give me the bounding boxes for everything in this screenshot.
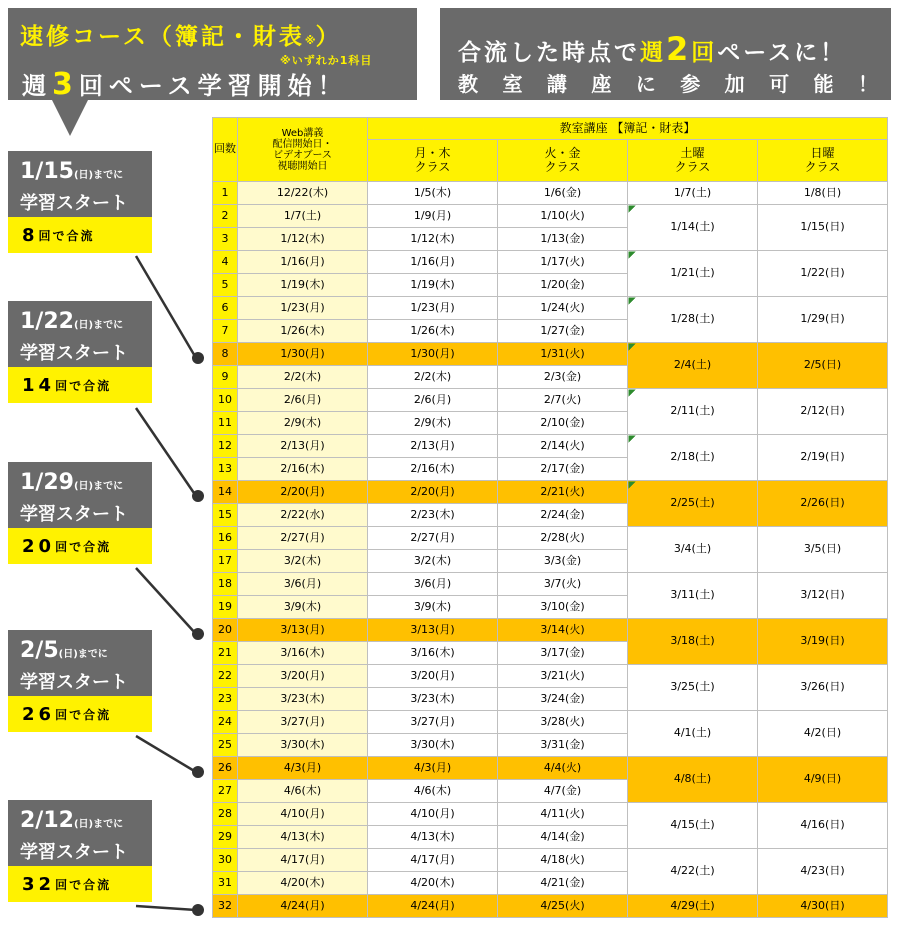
connector-line: [136, 906, 196, 910]
cell-tuefri: 3/28(火): [498, 711, 628, 734]
cell-web-date: 1/23(月): [238, 297, 368, 320]
row-number: 23: [213, 688, 238, 711]
cell-web-date: 3/30(木): [238, 734, 368, 757]
callout-merge: 14 回で合流: [8, 367, 152, 403]
callout-date: 2/12(日)までに: [20, 808, 124, 833]
connector-dot: [192, 352, 204, 364]
cell-montue: 4/3(月): [368, 757, 498, 780]
connector-dot: [192, 766, 204, 778]
cell-tuefri: 1/24(火): [498, 297, 628, 320]
header-sat: 土曜 クラス: [628, 140, 758, 182]
row-number: 13: [213, 458, 238, 481]
cell-tuefri: 3/14(火): [498, 619, 628, 642]
cell-tuefri: 4/14(金): [498, 826, 628, 849]
cell-montue: 1/5(木): [368, 182, 498, 205]
cell-montue: 2/6(月): [368, 389, 498, 412]
table-row: [213, 711, 888, 734]
cell-tuefri: 3/7(火): [498, 573, 628, 596]
cell-montue: 1/9(月): [368, 205, 498, 228]
cell-sun: 4/16(日): [758, 803, 888, 849]
row-number: 31: [213, 872, 238, 895]
cell-sat: 2/25(土): [628, 481, 758, 527]
cell-montue: 2/23(木): [368, 504, 498, 527]
cell-web-date: 1/19(木): [238, 274, 368, 297]
row-number: 18: [213, 573, 238, 596]
row-number: 26: [213, 757, 238, 780]
cell-sun: 1/22(日): [758, 251, 888, 297]
callout-date: 1/29(日)までに: [20, 470, 124, 495]
cell-tuefri: 2/3(金): [498, 366, 628, 389]
callout-header: [8, 301, 152, 367]
cell-tuefri: 1/10(火): [498, 205, 628, 228]
cell-tuefri: 3/10(金): [498, 596, 628, 619]
cell-web-date: 1/16(月): [238, 251, 368, 274]
callout-header: [8, 630, 152, 696]
banner-course-pace: 週3回ペース学習開始！: [22, 67, 348, 102]
cell-montue: 3/30(木): [368, 734, 498, 757]
cell-web-date: 2/13(月): [238, 435, 368, 458]
cell-montue: 1/23(月): [368, 297, 498, 320]
callout-date: 1/15(日)までに: [20, 159, 124, 184]
cell-tuefri: 1/27(金): [498, 320, 628, 343]
table-row: [213, 573, 888, 596]
cell-montue: 2/20(月): [368, 481, 498, 504]
callout-start-1: [8, 151, 152, 253]
cell-tuefri: 1/6(金): [498, 182, 628, 205]
cell-web-date: 4/6(木): [238, 780, 368, 803]
table-row: [213, 251, 888, 274]
cell-tuefri: 2/10(金): [498, 412, 628, 435]
header-montue: 月・木 クラス: [368, 140, 498, 182]
cell-montue: 3/9(木): [368, 596, 498, 619]
cell-sat: 1/14(土): [628, 205, 758, 251]
cell-sat: 3/18(土): [628, 619, 758, 665]
callout-merge: 8 回で合流: [8, 217, 152, 253]
cell-tuefri: 2/14(火): [498, 435, 628, 458]
row-number: 21: [213, 642, 238, 665]
cell-web-date: 3/16(木): [238, 642, 368, 665]
row-number: 14: [213, 481, 238, 504]
cell-tuefri: 3/21(火): [498, 665, 628, 688]
row-number: 4: [213, 251, 238, 274]
cell-web-date: 3/6(月): [238, 573, 368, 596]
cell-web-date: 3/13(月): [238, 619, 368, 642]
banner-merge-char: 可: [769, 72, 790, 96]
cell-montue: 1/16(月): [368, 251, 498, 274]
row-number: 27: [213, 780, 238, 803]
cell-montue: 3/13(月): [368, 619, 498, 642]
row-number: 24: [213, 711, 238, 734]
cell-web-date: 4/17(月): [238, 849, 368, 872]
cell-montue: 4/24(月): [368, 895, 498, 918]
cell-montue: 1/26(木): [368, 320, 498, 343]
row-number: 9: [213, 366, 238, 389]
callout-start-3: [8, 462, 152, 564]
cell-sun: 4/9(日): [758, 757, 888, 803]
cell-sun: 4/23(日): [758, 849, 888, 895]
cell-montue: 3/2(木): [368, 550, 498, 573]
cell-web-date: 2/16(木): [238, 458, 368, 481]
row-number: 5: [213, 274, 238, 297]
row-number: 22: [213, 665, 238, 688]
table-row: [213, 297, 888, 320]
cell-montue: 4/17(月): [368, 849, 498, 872]
cell-montue: 4/13(木): [368, 826, 498, 849]
cell-web-date: 2/9(木): [238, 412, 368, 435]
cell-web-date: 3/20(月): [238, 665, 368, 688]
cell-sat: 4/29(土): [628, 895, 758, 918]
cell-web-date: 3/9(木): [238, 596, 368, 619]
row-number: 2: [213, 205, 238, 228]
banner-merge-title: 合流した時点で週2回ペースに！: [458, 30, 847, 68]
callout-merge: 26 回で合流: [8, 696, 152, 732]
cell-sun: 2/12(日): [758, 389, 888, 435]
cell-montue: 1/30(月): [368, 343, 498, 366]
cell-sat: 2/18(土): [628, 435, 758, 481]
row-number: 15: [213, 504, 238, 527]
cell-tuefri: 1/13(金): [498, 228, 628, 251]
row-number: 6: [213, 297, 238, 320]
table-row: [213, 481, 888, 504]
banner-merge-char: 能: [813, 72, 834, 96]
cell-sun: 1/8(日): [758, 182, 888, 205]
header-sun: 日曜 クラス: [758, 140, 888, 182]
cell-montue: 4/6(木): [368, 780, 498, 803]
callout-start-label: 学習スタート: [20, 193, 128, 214]
cell-sat: 2/11(土): [628, 389, 758, 435]
table-row: [213, 435, 888, 458]
callout-start-5: [8, 800, 152, 902]
cell-sun: 2/26(日): [758, 481, 888, 527]
cell-sat: 2/4(土): [628, 343, 758, 389]
table-row: [213, 665, 888, 688]
cell-montue: 4/20(木): [368, 872, 498, 895]
header-tuefri: 火・金 クラス: [498, 140, 628, 182]
banner-course-subnote: ※いずれか1科目: [280, 54, 373, 67]
cell-sat: 4/15(土): [628, 803, 758, 849]
banner-merge-char: に: [635, 72, 656, 96]
cell-web-date: 4/3(月): [238, 757, 368, 780]
callout-merge: 20 回で合流: [8, 528, 152, 564]
cell-web-date: 1/30(月): [238, 343, 368, 366]
row-number: 30: [213, 849, 238, 872]
cell-tuefri: 2/24(金): [498, 504, 628, 527]
row-number: 7: [213, 320, 238, 343]
table-row: [213, 343, 888, 366]
cell-sun: 1/29(日): [758, 297, 888, 343]
cell-sun: 3/26(日): [758, 665, 888, 711]
header-classroom: 教室講座 【簿記・財表】: [368, 118, 888, 140]
cell-tuefri: 4/25(火): [498, 895, 628, 918]
row-number: 17: [213, 550, 238, 573]
cell-montue: 3/16(木): [368, 642, 498, 665]
cell-sun: 4/30(日): [758, 895, 888, 918]
callout-start-label: 学習スタート: [20, 672, 128, 693]
row-number: 32: [213, 895, 238, 918]
connector-dot: [192, 490, 204, 502]
cell-sat: 1/7(土): [628, 182, 758, 205]
cell-montue: 2/13(月): [368, 435, 498, 458]
callout-date: 2/5(日)までに: [20, 638, 108, 663]
row-number: 29: [213, 826, 238, 849]
cell-web-date: 1/12(木): [238, 228, 368, 251]
callout-start-label: 学習スタート: [20, 343, 128, 364]
banner-merge-char: ！: [857, 72, 878, 96]
table-row: [213, 182, 888, 205]
cell-sun: 1/15(日): [758, 205, 888, 251]
table-row: [213, 619, 888, 642]
cell-sun: 4/2(日): [758, 711, 888, 757]
banner-merge-char: 参: [680, 72, 701, 96]
cell-sat: 4/8(土): [628, 757, 758, 803]
callout-header: [8, 800, 152, 866]
cell-sat: 4/1(土): [628, 711, 758, 757]
table-row: [213, 849, 888, 872]
banner-merge-char: 教: [458, 72, 478, 96]
header-count: 回数: [213, 118, 238, 182]
connector-dot: [192, 904, 204, 916]
cell-montue: 2/9(木): [368, 412, 498, 435]
table-row: [213, 205, 888, 228]
cell-tuefri: 2/21(火): [498, 481, 628, 504]
row-number: 19: [213, 596, 238, 619]
cell-web-date: 3/2(木): [238, 550, 368, 573]
cell-montue: 4/10(月): [368, 803, 498, 826]
cell-sat: 3/11(土): [628, 573, 758, 619]
cell-tuefri: 4/11(火): [498, 803, 628, 826]
row-number: 11: [213, 412, 238, 435]
banner-course-title: 速修コース（簿記・財表※）: [20, 24, 342, 50]
cell-tuefri: 3/31(金): [498, 734, 628, 757]
banner-merge-char: 室: [502, 72, 523, 96]
table-row: [213, 757, 888, 780]
banner-merge-char: 講: [546, 72, 567, 96]
cell-web-date: 4/24(月): [238, 895, 368, 918]
cell-sat: 4/22(土): [628, 849, 758, 895]
cell-web-date: 2/6(月): [238, 389, 368, 412]
cell-web-date: 3/27(月): [238, 711, 368, 734]
cell-montue: 1/19(木): [368, 274, 498, 297]
cell-sun: 2/5(日): [758, 343, 888, 389]
cell-web-date: 3/23(木): [238, 688, 368, 711]
cell-tuefri: 3/17(金): [498, 642, 628, 665]
cell-tuefri: 2/17(金): [498, 458, 628, 481]
callout-start-4: [8, 630, 152, 732]
cell-sat: 1/28(土): [628, 297, 758, 343]
row-number: 16: [213, 527, 238, 550]
row-number: 20: [213, 619, 238, 642]
cell-sun: 2/19(日): [758, 435, 888, 481]
row-number: 28: [213, 803, 238, 826]
row-number: 25: [213, 734, 238, 757]
cell-montue: 3/27(月): [368, 711, 498, 734]
cell-montue: 1/12(木): [368, 228, 498, 251]
cell-sun: 3/12(日): [758, 573, 888, 619]
connector-dot: [192, 628, 204, 640]
cell-web-date: 4/13(木): [238, 826, 368, 849]
cell-tuefri: 1/20(金): [498, 274, 628, 297]
row-number: 8: [213, 343, 238, 366]
cell-tuefri: 2/28(火): [498, 527, 628, 550]
cell-web-date: 2/2(木): [238, 366, 368, 389]
cell-web-date: 12/22(木): [238, 182, 368, 205]
callout-merge: 32 回で合流: [8, 866, 152, 902]
connector-line: [136, 568, 196, 634]
cell-tuefri: 3/24(金): [498, 688, 628, 711]
cell-web-date: 2/20(月): [238, 481, 368, 504]
table-row: [213, 389, 888, 412]
row-number: 3: [213, 228, 238, 251]
callout-date: 1/22(日)までに: [20, 309, 124, 334]
cell-montue: 2/27(月): [368, 527, 498, 550]
cell-montue: 3/20(月): [368, 665, 498, 688]
callout-header: [8, 151, 152, 217]
banner-merge-char: 加: [724, 72, 745, 96]
connector-line: [136, 736, 196, 772]
cell-tuefri: 4/21(金): [498, 872, 628, 895]
row-number: 12: [213, 435, 238, 458]
schedule-table: [212, 117, 888, 918]
cell-web-date: 1/26(木): [238, 320, 368, 343]
cell-web-date: 1/7(土): [238, 205, 368, 228]
row-number: 1: [213, 182, 238, 205]
cell-tuefri: 2/7(火): [498, 389, 628, 412]
cell-web-date: 2/27(月): [238, 527, 368, 550]
cell-tuefri: 3/3(金): [498, 550, 628, 573]
cell-sat: 1/21(土): [628, 251, 758, 297]
cell-montue: 3/6(月): [368, 573, 498, 596]
callout-start-2: [8, 301, 152, 403]
cell-tuefri: 4/18(火): [498, 849, 628, 872]
cell-sat: 3/4(土): [628, 527, 758, 573]
cell-sun: 3/19(日): [758, 619, 888, 665]
row-number: 10: [213, 389, 238, 412]
cell-tuefri: 4/4(火): [498, 757, 628, 780]
banner-merge-char: 座: [591, 72, 612, 96]
cell-web-date: 2/22(水): [238, 504, 368, 527]
table-row: [213, 803, 888, 826]
cell-montue: 2/16(木): [368, 458, 498, 481]
cell-tuefri: 1/31(火): [498, 343, 628, 366]
callout-start-label: 学習スタート: [20, 504, 128, 525]
cell-sat: 3/25(土): [628, 665, 758, 711]
table-row: [213, 527, 888, 550]
cell-sun: 3/5(日): [758, 527, 888, 573]
cell-montue: 3/23(木): [368, 688, 498, 711]
header-web: Web講義 配信開始日・ ビデオブース 視聴開始日: [238, 118, 368, 182]
cell-web-date: 4/10(月): [238, 803, 368, 826]
cell-tuefri: 1/17(火): [498, 251, 628, 274]
cell-tuefri: 4/7(金): [498, 780, 628, 803]
cell-montue: 2/2(木): [368, 366, 498, 389]
table-row: [213, 895, 888, 918]
callout-header: [8, 462, 152, 528]
cell-web-date: 4/20(木): [238, 872, 368, 895]
callout-start-label: 学習スタート: [20, 842, 128, 863]
